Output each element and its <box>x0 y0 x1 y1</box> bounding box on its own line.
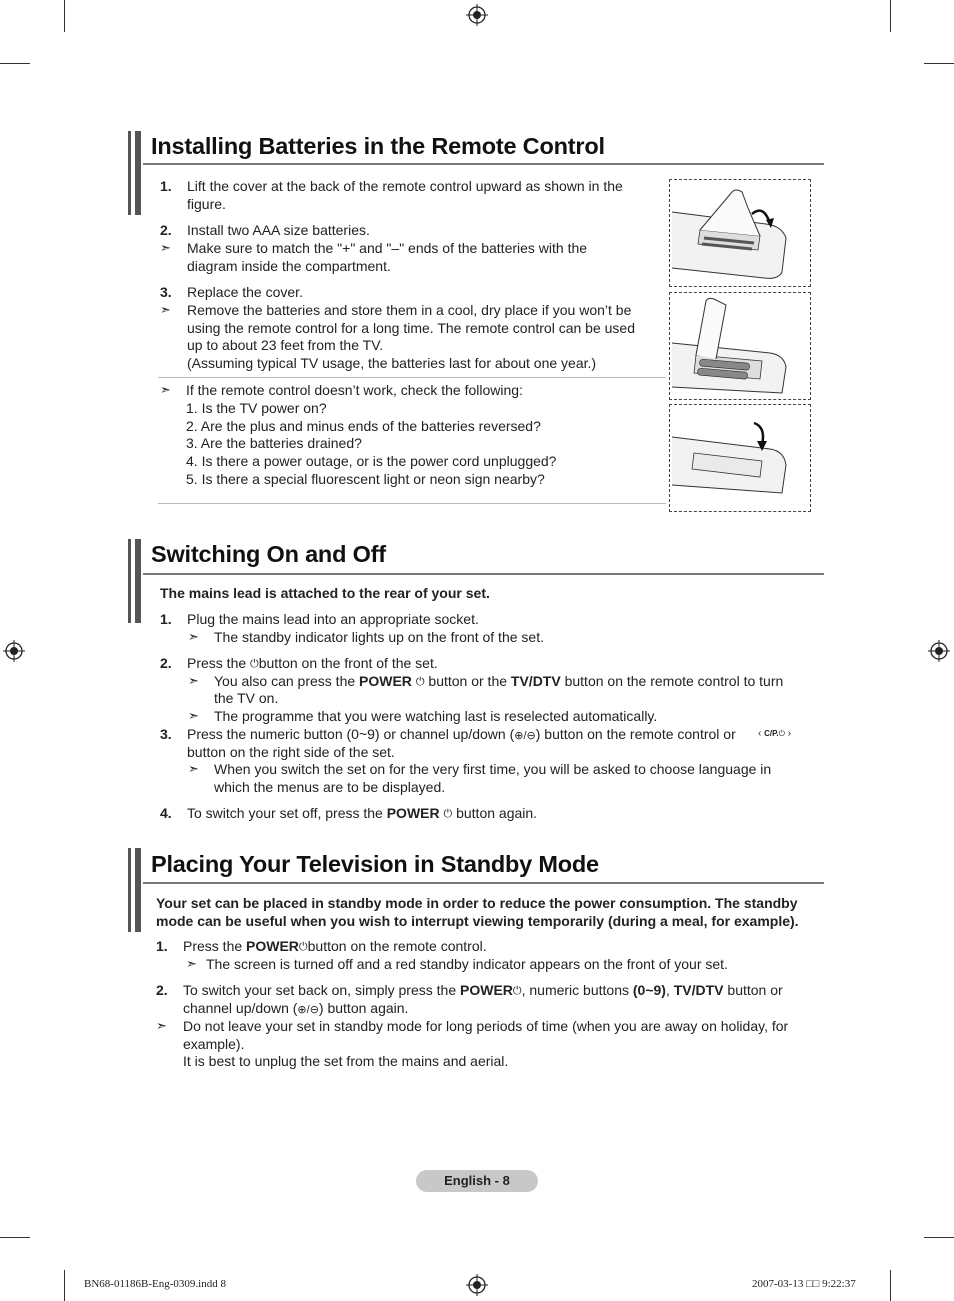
step-number: 2. <box>160 222 172 238</box>
registration-mark-icon <box>466 4 488 26</box>
step-number: 3. <box>160 284 172 300</box>
note-text: The programme that you were watching last is reselected automatically. <box>214 708 658 724</box>
crop-mark <box>890 1270 891 1301</box>
power-icon: ⏻ <box>512 985 522 997</box>
note-arrow-icon: ➣ <box>160 302 171 317</box>
check-item: 2. Are the plus and minus ends of the batteries reversed? <box>186 418 541 434</box>
note-text: You also can press the POWER ⏻ button or the TV/DTV button on the remote control to turn <box>214 673 784 689</box>
step-text: button on the right side of the set. <box>187 744 395 760</box>
section-title-switching: Switching On and Off <box>151 541 386 567</box>
step-text: To switch your set off, press the POWER ⏻ button again. <box>187 805 538 821</box>
step-text: Press the POWER⏻button on the remote control. <box>183 938 487 954</box>
note-text: The standby indicator lights up on the front of the set. <box>214 629 544 645</box>
channel-icon: ⊕/⊖ <box>514 730 536 742</box>
registration-mark-icon <box>3 640 25 662</box>
step-number: 3. <box>160 726 172 742</box>
note-text: (Assuming typical TV usage, the batteries last for about one year.) <box>187 355 597 371</box>
note-arrow-icon: ➣ <box>188 673 199 688</box>
step-number: 4. <box>160 805 172 821</box>
note-arrow-icon: ➣ <box>160 382 171 397</box>
note-arrow-icon: ➣ <box>160 240 171 255</box>
section-title-standby: Placing Your Television in Standby Mode <box>151 851 599 877</box>
step-text: channel up/down (⊕/⊖) button again. <box>183 1000 409 1016</box>
registration-mark-icon <box>928 640 950 662</box>
note-arrow-icon: ➣ <box>156 1018 167 1033</box>
remote-closed-cover-illustration <box>670 405 810 511</box>
step-number: 1. <box>156 938 168 954</box>
step-text: figure. <box>187 196 226 212</box>
section-rule <box>143 163 824 165</box>
step-text: Press the numeric button (0~9) or channel up/down (⊕/⊖) button on the remote control or <box>187 726 736 742</box>
power-icon: ⏻ <box>443 808 453 820</box>
step-number: 2. <box>156 982 168 998</box>
step-number: 2. <box>160 655 172 671</box>
figure-replace-cover <box>669 404 811 512</box>
side-button-icon: ‹ C/P.⏻ › <box>758 728 792 739</box>
note-text: up to about 23 feet from the TV. <box>187 337 384 353</box>
note-text: the TV on. <box>214 690 279 706</box>
step-number: 1. <box>160 611 172 627</box>
divider <box>158 377 666 378</box>
section-rule <box>143 573 824 575</box>
check-item: 4. Is there a power outage, or is the power cord unplugged? <box>186 453 557 469</box>
section-rule <box>143 882 824 884</box>
note-text: It is best to unplug the set from the mains and aerial. <box>183 1053 509 1069</box>
print-slug-left: BN68-01186B-Eng-0309.indd 8 <box>84 1278 226 1290</box>
section-intro: The mains lead is attached to the rear of your set. <box>160 585 490 601</box>
note-text: When you switch the set on for the very first time, you will be asked to choose language in <box>214 761 772 777</box>
crop-mark <box>0 1237 30 1238</box>
channel-icon: ⊕/⊖ <box>297 1004 319 1016</box>
power-icon: ⏻ <box>415 676 425 688</box>
step-text: Plug the mains lead into an appropriate socket. <box>187 611 479 627</box>
check-item: 1. Is the TV power on? <box>186 400 327 416</box>
figure-open-cover <box>669 179 811 287</box>
step-text: Press the ⏻button on the front of the set. <box>187 655 438 671</box>
step-text: Lift the cover at the back of the remote control upward as shown in the <box>187 178 623 194</box>
step-text: Replace the cover. <box>187 284 303 300</box>
section-intro: Your set can be placed in standby mode in order to reduce the power consumption. The standby <box>156 895 798 911</box>
note-text: If the remote control doesn’t work, check the following: <box>186 382 523 398</box>
registration-mark-icon <box>466 1274 488 1296</box>
figure-insert-batteries <box>669 292 811 400</box>
note-text: Do not leave your set in standby mode for long periods of time (when you are away on holiday, for <box>183 1018 789 1034</box>
section-intro: mode can be useful when you wish to interrupt viewing temporarily (during a meal, for example). <box>156 913 799 929</box>
note-text: using the remote control for a long time. The remote control can be used <box>187 320 635 336</box>
print-slug-right: 2007-03-13 □□ 9:22:37 <box>752 1278 856 1290</box>
note-text: Remove the batteries and store them in a cool, dry place if you won’t be <box>187 302 632 318</box>
crop-mark <box>924 1237 954 1238</box>
power-icon: ⏻ <box>250 658 259 670</box>
crop-mark <box>924 63 954 64</box>
check-item: 3. Are the batteries drained? <box>186 435 362 451</box>
check-item: 5. Is there a special fluorescent light or neon sign nearby? <box>186 471 545 487</box>
power-icon: ⏻ <box>298 941 308 953</box>
crop-mark <box>890 0 891 32</box>
note-arrow-icon: ➣ <box>188 761 199 776</box>
section-title-batteries: Installing Batteries in the Remote Control <box>151 133 605 159</box>
remote-batteries-illustration <box>670 293 810 399</box>
note-text: example). <box>183 1036 245 1052</box>
note-text: The screen is turned off and a red standby indicator appears on the front of your set. <box>206 956 728 972</box>
note-text: which the menus are to be displayed. <box>214 779 446 795</box>
note-arrow-icon: ➣ <box>188 708 199 723</box>
note-text: Make sure to match the "+" and "–" ends of the batteries with the <box>187 240 588 256</box>
page-number-badge: English - 8 <box>416 1170 538 1192</box>
crop-mark <box>0 63 30 64</box>
crop-mark <box>64 1270 65 1301</box>
note-arrow-icon: ➣ <box>188 629 199 644</box>
step-text: Install two AAA size batteries. <box>187 222 370 238</box>
note-text: diagram inside the compartment. <box>187 258 391 274</box>
step-number: 1. <box>160 178 172 194</box>
note-arrow-icon: ➣ <box>186 956 197 971</box>
remote-open-cover-illustration <box>670 180 810 286</box>
crop-mark <box>64 0 65 32</box>
step-text: To switch your set back on, simply press the POWER⏻, numeric buttons (0~9), TV/DTV button or <box>183 982 783 998</box>
divider <box>158 503 666 504</box>
